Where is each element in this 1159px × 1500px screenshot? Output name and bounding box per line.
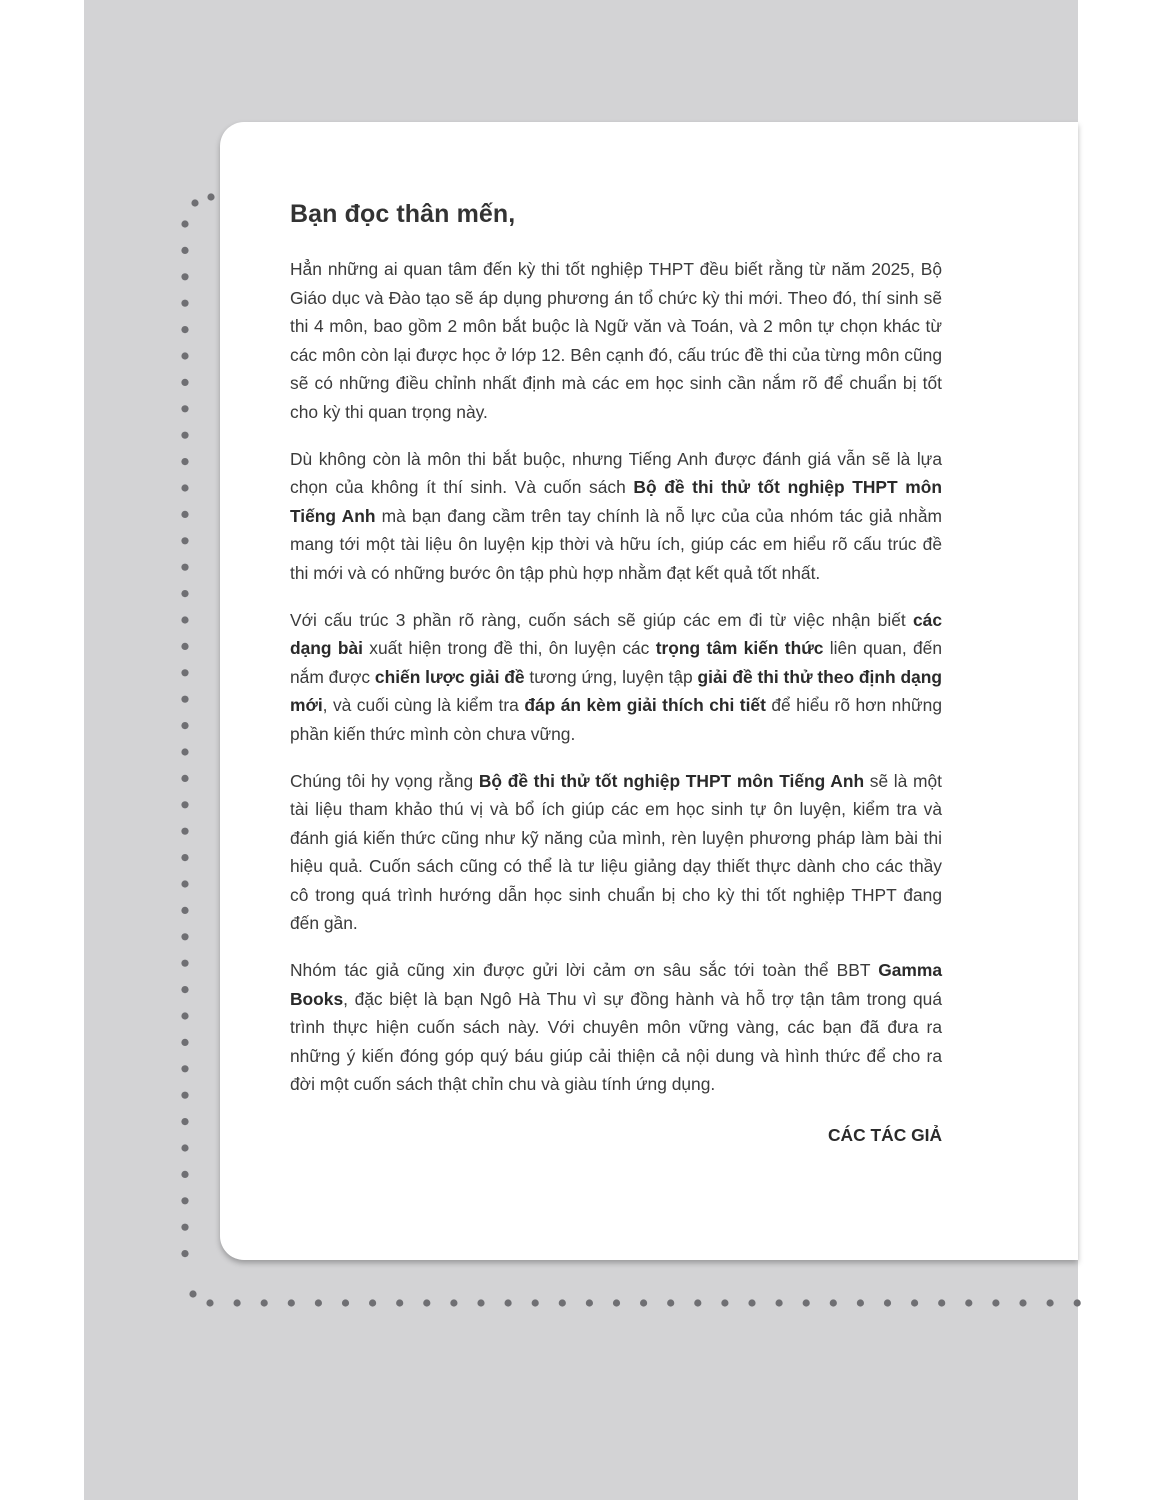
text-run: liên quan, đến nắm được bbox=[290, 638, 943, 687]
text-run: để hiểu rõ hơn những phần kiến thức mình còn chưa vững. bbox=[290, 695, 943, 744]
bold-text: Bộ đề thi thử tốt nghiệp THPT môn Tiếng Anh bbox=[290, 477, 942, 526]
bold-text: giải đề thi thử theo định dạng mới bbox=[290, 666, 942, 716]
paragraph bbox=[290, 767, 942, 939]
bold-text: chiến lược giải đề bbox=[374, 666, 525, 687]
text-run: Nhóm tác giả cũng xin được gửi lời cảm ơn sâu sắc tới toàn thể BBT bbox=[290, 960, 879, 981]
letter-content bbox=[290, 200, 942, 1146]
text-run: Chúng tôi hy vọng rằng bbox=[290, 770, 479, 791]
bold-text: Gamma Books bbox=[290, 960, 942, 1009]
bold-text: Bộ đề thi thử tốt nghiệp THPT môn Tiếng Anh bbox=[478, 770, 865, 791]
text-run: xuất hiện trong đề thi, ôn luyện các bbox=[362, 638, 656, 659]
bold-text: trọng tâm kiến thức bbox=[655, 638, 824, 659]
text-run: sẽ là một tài liệu tham khảo thú vị và bổ ích giúp các em học sinh tự ôn luyện, kiểm tra và đánh giá kiến thức cũng như kỹ năng của mình, rèn luyện phương pháp làm bài thi hiệu quả. Cuốn sách cũng có thể là tư liệu giảng dạy thiết thực dành cho các thầy cô trong quá trình hướng dẫn học sinh chuẩn bị cho kỳ thi tốt nghiệp THPT đang đến gần. bbox=[290, 770, 943, 934]
text-run: tương ứng, luyện tập bbox=[524, 666, 698, 687]
signature: CÁC TÁC GIẢ bbox=[828, 1125, 942, 1146]
letter-body bbox=[290, 255, 942, 1099]
text-run: mà bạn đang cầm trên tay chính là nỗ lực của của nhóm tác giả nhằm mang tới một tài liệu ôn luyện kịp thời và hữu ích, giúp các em hiểu rõ cấu trúc đề thi mới và có những bước ôn tập phù hợp nhằm đạt kết quả tốt nhất. bbox=[290, 505, 942, 583]
paragraph bbox=[290, 445, 942, 588]
paragraph bbox=[290, 606, 942, 749]
greeting-heading: Bạn đọc thân mến, bbox=[290, 200, 516, 228]
text-run: , đặc biệt là bạn Ngô Hà Thu vì sự đồng hành và hỗ trợ tận tâm trong quá trình thực hiện cuốn sách này. Với chuyên môn vững vàng, các bạn đã đưa ra những ý kiến đóng góp quý báu giúp cải thiện cả nội dung và hình thức để cho ra đời một cuốn sách thật chỉn chu và giàu tính ứng dụng. bbox=[290, 988, 942, 1095]
bold-text: các dạng bài bbox=[290, 609, 942, 659]
text-run: Hẳn những ai quan tâm đến kỳ thi tốt nghiệp THPT đều biết rằng từ năm 2025, Bộ Giáo dục và Đào tạo sẽ áp dụng phương án tổ chức kỳ thi mới. Theo đó, thí sinh sẽ thi 4 môn, bao gồm 2 môn bắt buộc là Ngữ văn và Toán, và 2 môn tự chọn khác từ các môn còn lại được học ở lớp 12. Bên cạnh đó, cấu trúc đề thi của từng môn cũng sẽ có những điều chỉnh nhất định mà các em học sinh cần nắm rõ để chuẩn bị tốt cho kỳ thi quan trọng này. bbox=[290, 259, 942, 422]
paragraph bbox=[290, 255, 942, 427]
bold-text: đáp án kèm giải thích chi tiết bbox=[524, 695, 766, 716]
paragraph bbox=[290, 956, 942, 1099]
text-run: Dù không còn là môn thi bắt buộc, nhưng Tiếng Anh được đánh giá vẫn sẽ là lựa chọn của không ít thí sinh. Và cuốn sách bbox=[290, 448, 942, 498]
text-run: Với cấu trúc 3 phần rõ ràng, cuốn sách sẽ giúp các em đi từ việc nhận biết bbox=[290, 609, 913, 630]
text-run: , và cuối cùng là kiểm tra bbox=[322, 695, 525, 716]
